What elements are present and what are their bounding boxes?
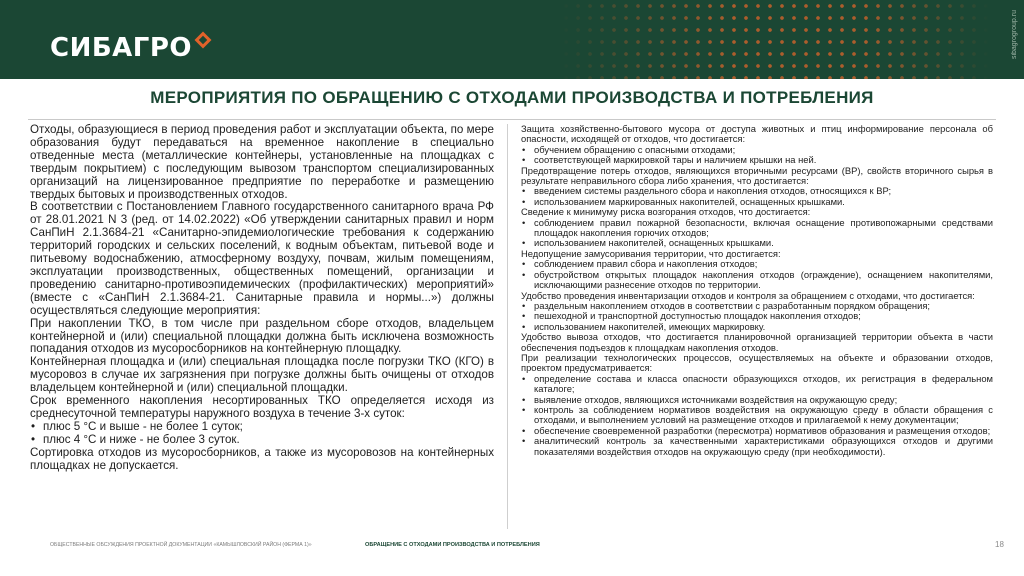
temperature-list	[30, 421, 494, 447]
page-title: МЕРОПРИЯТИЯ ПО ОБРАЩЕНИЮ С ОТХОДАМИ ПРОИЗВОДСТВА И ПОТРЕБЛЕНИЯ	[150, 88, 874, 107]
list-item: • использованием маркированных накопителей, оснащенных крышками.	[521, 197, 993, 207]
list-item: • использованием накопителей, оснащенных крышками.	[521, 238, 993, 248]
section-heading: Удобство вывоза отходов, что достигается планировочной организацией территории объекта в части обеспечения подъездов к площадкам накопления отходов.	[521, 331, 993, 353]
list-item: • аналитический контроль за качественными характеристиками образующихся отходов и другими показателями воздействия отходов на окружающую среду (при необходимости).	[521, 436, 993, 457]
list-item: • плюс 4 °С и ниже - не более 3 суток.	[30, 434, 494, 447]
header-bar	[0, 0, 1024, 79]
section-heading: Защита хозяйственно-бытового мусора от доступа животных и птиц информирование персонала об опасности, исходящей от отходов, что достигается:	[521, 123, 993, 145]
section-heading: Удобство проведения инвентаризации отходов и контроля за обращением с отходами, что достигается:	[521, 289, 975, 301]
paragraph: Срок временного накопления несортированных ТКО определяется исходя из среднесуточной температуры наружного воздуха в течение 3-х суток:	[30, 394, 494, 420]
list-item: • обеспечение своевременной разработки (пересмотра) нормативов образования и размещения отходов;	[521, 426, 993, 436]
paragraph: Сортировка отходов из мусоросборников, а также из мусоровозов на контейнерных площадках не допускается.	[30, 445, 494, 472]
list-item: • пешеходной и транспортной доступностью площадок накопления отходов;	[521, 311, 993, 321]
decorative-dot-pattern	[560, 0, 990, 79]
list-item: • введением системы раздельного сбора и накопления отходов, относящихся к ВР;	[521, 186, 993, 196]
section-list	[521, 374, 993, 457]
paragraph: Контейнерная площадка и (или) специальная площадка после погрузки ТКО (КГО) в мусоровоз в случае их загрязнения при погрузке должны быть очищены от отходов владельцем контейнерной и (или) специальной площадки.	[30, 355, 494, 395]
left-column	[30, 124, 494, 472]
list-item: • соответствующей маркировкой тары и наличием крышки на ней.	[521, 155, 993, 165]
list-item: • обучением обращению с опасными отходами;	[521, 145, 993, 155]
list-item: • использованием накопителей, имеющих маркировку.	[521, 322, 993, 332]
footer-section-name: ОБРАЩЕНИЕ С ОТХОДАМИ ПРОИЗВОДСТВА И ПОТРЕБЛЕНИЯ	[365, 542, 540, 548]
section-list	[521, 301, 993, 332]
section-heading: Недопущение замусоривания территории, что достигается:	[521, 247, 781, 259]
paragraph: При накоплении ТКО, в том числе при раздельном сборе отходов, владельцем контейнерной и (или) специальной площадки должна быть исключена возможность попадания отходов из мусоросборников на контейнерную площадку.	[30, 316, 494, 356]
list-item: • плюс 5 °С и выше - не более 1 суток;	[30, 421, 494, 434]
logo-text: СИБАГРО	[50, 33, 193, 63]
list-item: • раздельным накоплением отходов в соответствии с разработанным порядком обращения;	[521, 301, 993, 311]
list-item: • определение состава и класса опасности образующихся отходов, их регистрация в федеральном каталоге;	[521, 374, 993, 395]
section-list	[521, 145, 993, 166]
list-item: • обустройством открытых площадок накопления отходов (ограждение), оснащением накопителями, исключающими разнесение отходов по территории.	[521, 270, 993, 291]
section-list	[521, 186, 993, 207]
list-item: • соблюдением правил пожарной безопасности, включая оснащение противопожарными средствами площадок накопления горючих отходов;	[521, 218, 993, 239]
paragraph: В соответствии с Постановлением Главного государственного санитарного врача РФ от 28.01.2021 N 3 (ред. от 14.02.2022) «Об утверждении санитарных правил и норм СанПиН 2.1.3684-21 «Санитарно-эпидемиологические требования к содержанию территорий городских и сельских поселений, к водным объектам, питьевой воде и питьевому водоснабжению, атмосферному воздуху, почвам, жилым помещениям, эксплуатации производственных, общественных помещений, организации и проведению санитарно-противоэпидемических (профилактических) мероприятий» (вместе с «СанПиН 2.1.3684-21. Санитарные правила и нормы...») должны осуществляться следующие мероприятия:	[30, 200, 494, 317]
section-heading: Предотвращение потерь отходов, являющихся вторичными ресурсами (ВР), свойств вторичного сырья в результате неправильного сбора либо хранения, что достигается:	[521, 164, 993, 187]
list-item: • выявление отходов, являющихся источниками воздействия на окружающую среду;	[521, 395, 993, 405]
section-heading: При реализации технологических процессов, осуществляемых на объекте и образовании отходов, проектом предусматривается:	[521, 351, 993, 374]
title-divider	[28, 119, 996, 120]
logo	[50, 33, 209, 63]
section-heading: Сведение к минимуму риска возгорания отходов, что достигается:	[521, 206, 811, 218]
column-divider	[507, 124, 508, 529]
page-number: 18	[995, 540, 1004, 549]
logo-diamond-icon	[195, 32, 212, 49]
right-column	[521, 124, 993, 457]
list-item: • соблюдением правил сбора и накопления отходов;	[521, 259, 993, 269]
paragraph: Отходы, образующиеся в период проведения работ и эксплуатации объекта, по мере образования будут передаваться на временное накопление в специально отведенные места (металлические контейнеры, установленные на площадках с твердым покрытием) с последующим вывозом транспортом специализированных организаций на лицензированное предприятие по переработке и размещению твердых бытовых и производственных отходов.	[30, 123, 494, 201]
footer-project-name: ОБЩЕСТВЕННЫЕ ОБСУЖДЕНИЯ ПРОЕКТНОЙ ДОКУМЕНТАЦИИ «КАМЫШЛОВСКИЙ РАЙОН (ФЕРМА 1)»	[50, 542, 312, 548]
list-item: • контроль за соблюдением нормативов воздействия на окружающую среду в области обращения с отходами, и выполнением условий на размещение отходов и прилагаемой к нему документации;	[521, 405, 993, 426]
site-url: sibagrogroup.ru	[1011, 10, 1018, 60]
section-list	[521, 218, 993, 249]
section-list	[521, 259, 993, 290]
